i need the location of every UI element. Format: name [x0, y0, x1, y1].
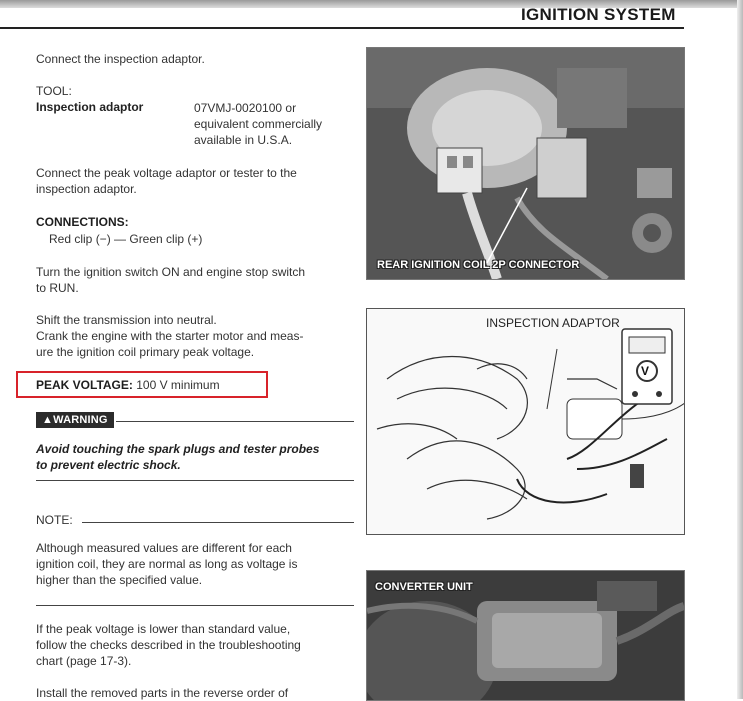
adaptor-diagram-art — [367, 309, 684, 534]
warning-badge: ▲WARNING — [36, 412, 114, 428]
tool-value-line: equivalent commercially — [194, 117, 323, 131]
window-right-edge — [737, 0, 743, 699]
intro-text: Connect the inspection adaptor. — [36, 52, 205, 66]
paragraph-line: inspection adaptor. — [36, 182, 137, 196]
tool-value — [194, 100, 322, 148]
warning-line: to prevent electric shock. — [36, 458, 181, 472]
voltmeter-symbol: V — [641, 364, 650, 378]
lower-voltage-paragraph — [36, 621, 301, 669]
paragraph-line: ure the ignition coil primary peak voltage. — [36, 345, 255, 359]
install-text: Install the removed parts in the reverse order of — [36, 686, 289, 700]
paragraph-line: Turn the ignition switch ON and engine stop switch — [36, 265, 306, 279]
connector-photo — [366, 47, 685, 280]
section-title: IGNITION SYSTEM — [521, 5, 676, 24]
tool-heading: TOOL: — [36, 84, 72, 98]
note-line: Although measured values are different for each — [36, 541, 292, 555]
paragraph-line: chart (page 17-3). — [36, 654, 132, 668]
converter-photo — [366, 570, 685, 701]
ignition-paragraph — [36, 264, 305, 296]
peak-voltage-line — [36, 377, 220, 393]
warning-line: Avoid touching the spark plugs and tester probes — [36, 442, 320, 456]
tool-name: Inspection adaptor — [36, 100, 144, 114]
tool-value-line: 07VMJ-0020100 or — [194, 101, 297, 115]
note-end-rule — [36, 605, 354, 606]
note-heading: NOTE: — [36, 513, 73, 527]
connector-photo-art — [367, 48, 684, 279]
note-rule — [82, 522, 354, 523]
note-line: ignition coil, they are normal as long as voltage is — [36, 557, 298, 571]
diagram-title: INSPECTION ADAPTOR — [486, 316, 620, 330]
paragraph-line: Connect the peak voltage adaptor or tester to the — [36, 166, 297, 180]
connect-paragraph — [36, 165, 297, 197]
note-line: higher than the specified value. — [36, 573, 203, 587]
section-divider — [36, 480, 354, 481]
peak-voltage-value: 100 V minimum — [136, 378, 220, 392]
paragraph-line: to RUN. — [36, 281, 79, 295]
note-paragraph — [36, 540, 297, 588]
paragraph-line: follow the checks described in the troubleshooting — [36, 638, 301, 652]
warning-text — [36, 441, 319, 473]
paragraph-line: Shift the transmission into neutral. — [36, 313, 217, 327]
tool-value-line: available in U.S.A. — [194, 133, 293, 147]
paragraph-line: If the peak voltage is lower than standard value, — [36, 622, 291, 636]
photo2-caption: CONVERTER UNIT — [375, 581, 473, 593]
paragraph-line: Crank the engine with the starter motor and meas- — [36, 329, 304, 343]
adaptor-diagram — [366, 308, 685, 535]
connections-detail: Red clip (−) — Green clip (+) — [49, 232, 203, 246]
warning-rule — [116, 421, 354, 422]
crank-paragraph — [36, 312, 303, 360]
peak-voltage-label: PEAK VOLTAGE: — [36, 378, 133, 392]
connections-heading: CONNECTIONS: — [36, 215, 129, 229]
photo1-caption: REAR IGNITION COIL 2P CONNECTOR — [377, 259, 580, 271]
header-rule — [0, 27, 684, 29]
